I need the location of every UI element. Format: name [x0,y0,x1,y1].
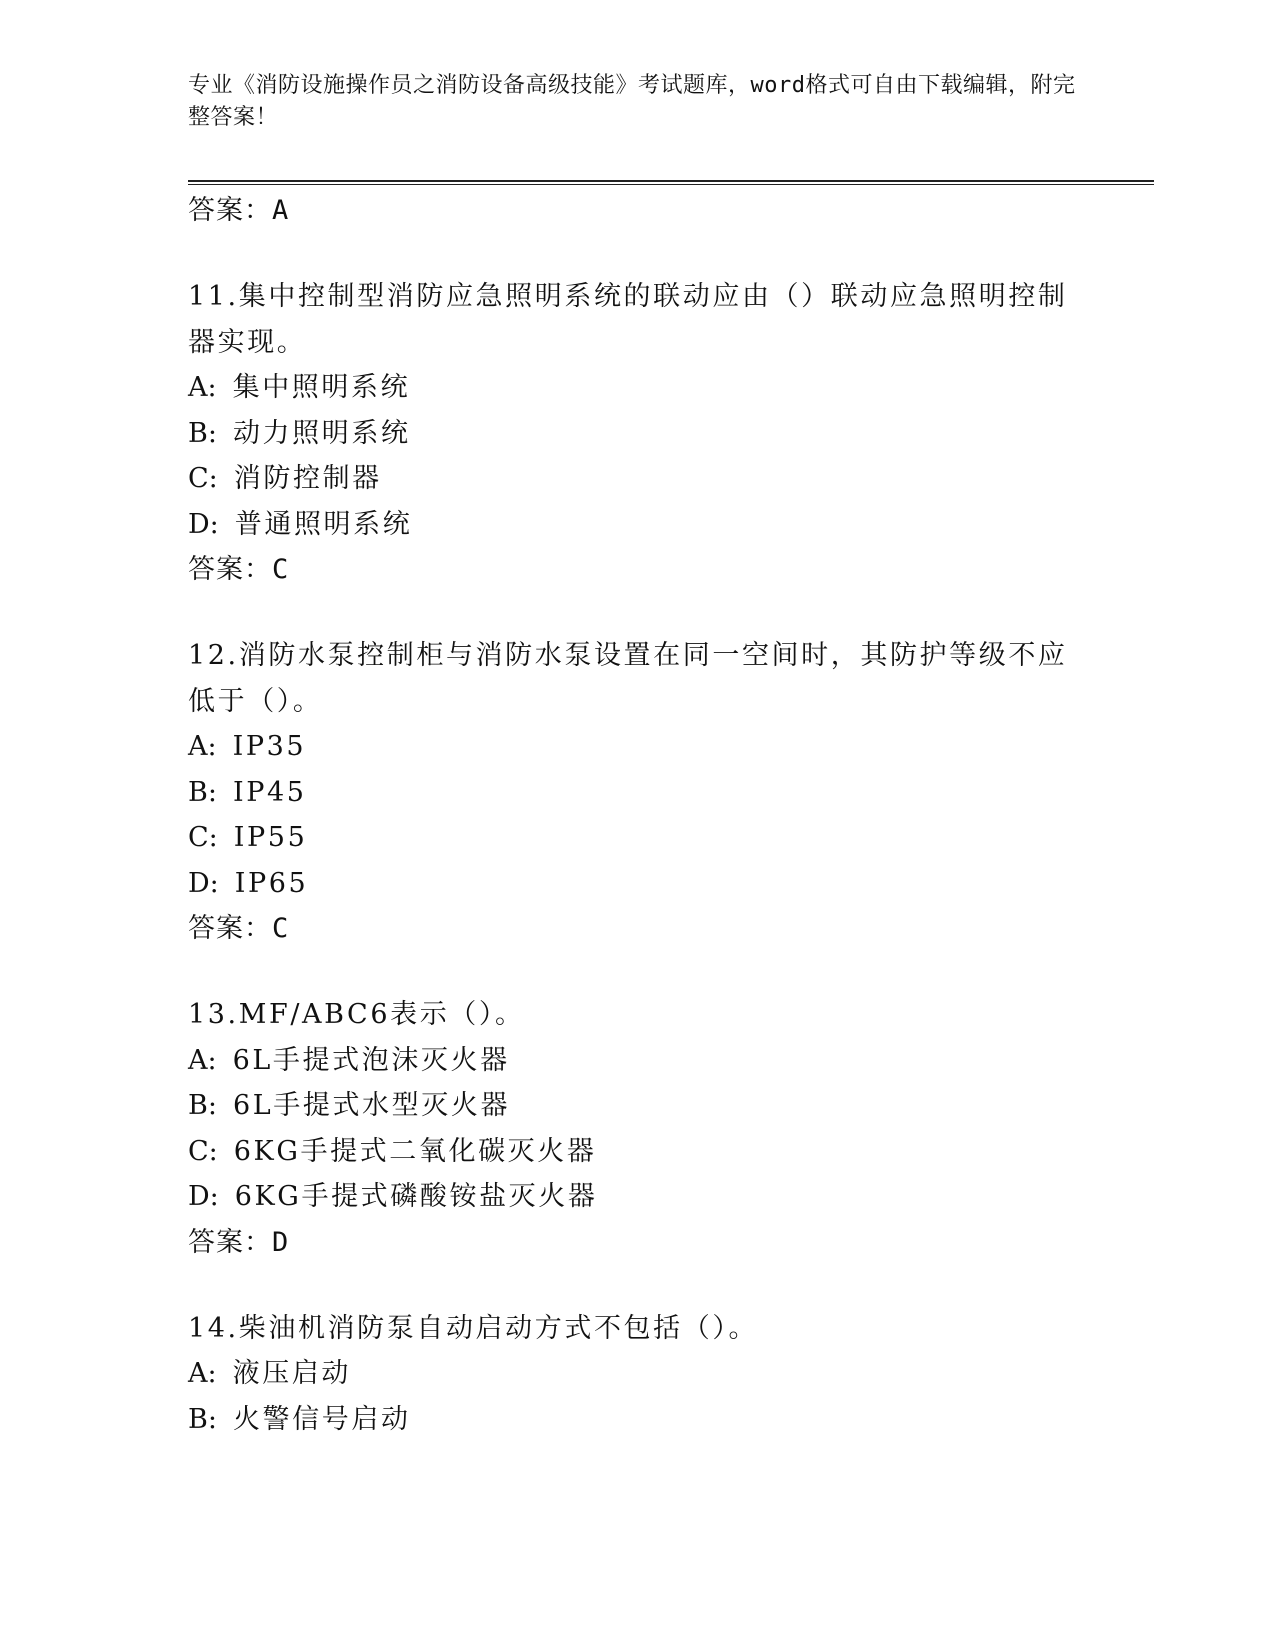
option-letter: C: [188,463,218,494]
question-11 [188,274,1088,593]
answer-value: A [272,195,289,226]
option-a [188,1351,1088,1397]
option-d [188,1174,1088,1220]
option-letter: A: [188,1358,217,1389]
answer-line [188,1220,1088,1266]
option-a [188,1038,1088,1084]
option-c [188,456,1088,502]
answer-label: 答案： [188,1226,272,1258]
option-b [188,1397,1088,1443]
option-text: 6L手提式泡沫灭火器 [232,1044,510,1076]
header-text: 专业《消防设施操作员之消防设备高级技能》考试题库，word格式可自由下载编辑，附完整答案！ [188,73,1076,130]
answer-line [188,906,1088,952]
answer-label: 答案： [188,913,272,944]
answer-value: C [272,554,289,585]
answer-line [188,188,1088,234]
answer-label: 答案： [188,554,272,585]
document-header [188,70,1088,134]
option-d [188,861,1088,907]
option-text: 6KG手提式二氧化碳灭火器 [233,1135,597,1167]
header-divider [188,180,1154,185]
option-letter: C: [188,1135,218,1167]
document-body [188,188,1088,1442]
option-letter: D: [188,508,219,540]
option-letter: A: [188,372,217,403]
option-b [188,411,1088,457]
option-letter: A: [188,1044,217,1076]
option-c [188,815,1088,861]
option-a [188,724,1088,770]
option-b [188,1083,1088,1129]
option-letter: D: [188,867,219,899]
option-b [188,770,1088,816]
option-letter: B: [188,1090,217,1121]
option-text: IP55 [233,822,308,853]
answer-value: C [272,913,289,944]
option-letter: B: [188,417,217,449]
option-text: 液压启动 [232,1358,352,1389]
question-stem: 12.消防水泵控制柜与消防水泵设置在同一空间时，其防护等级不应低于（）。 [188,640,1068,717]
option-text: IP65 [234,867,309,899]
option-text: 消防控制器 [233,463,382,494]
option-letter: B: [188,1403,217,1435]
option-c [188,1129,1088,1175]
option-text: 6KG手提式磷酸铵盐灭火器 [234,1181,598,1212]
option-text: 6L手提式水型灭火器 [232,1090,511,1121]
answer-value: D [272,1226,289,1258]
option-text: 普通照明系统 [234,508,413,540]
option-text: 火警信号启动 [232,1403,411,1435]
option-text: IP35 [232,731,307,762]
option-letter: D: [188,1181,219,1212]
question-14 [188,1306,1088,1443]
option-text: IP45 [232,776,307,808]
option-a [188,365,1088,411]
option-letter: B: [188,776,217,808]
answer-line [188,547,1088,593]
question-stem: 14.柴油机消防泵自动启动方式不包括（）。 [188,1312,759,1344]
answer-label: 答案： [188,195,272,226]
option-letter: A: [188,731,217,762]
option-text: 动力照明系统 [232,417,411,449]
question-stem: 13.MF/ABC6表示（）。 [188,999,525,1030]
question-12 [188,633,1088,952]
option-d [188,502,1088,548]
option-text: 集中照明系统 [232,372,411,403]
option-letter: C: [188,822,218,853]
question-stem: 11.集中控制型消防应急照明系统的联动应由（）联动应急照明控制器实现。 [188,281,1068,358]
question-13 [188,992,1088,1266]
